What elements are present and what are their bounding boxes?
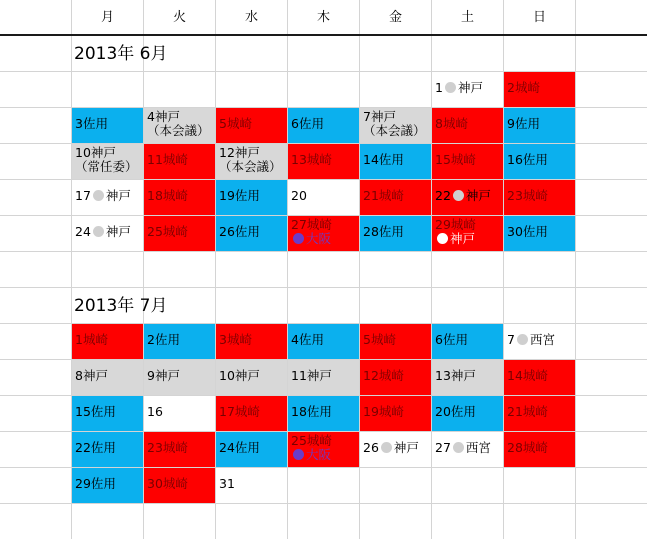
cell-text: 18城崎 [147, 188, 188, 203]
circle-icon [381, 442, 392, 453]
weekday-fri: 金 [388, 10, 402, 25]
cell-jun-1[interactable] [432, 72, 503, 107]
cell-jul-1[interactable] [72, 324, 143, 359]
cell-text: 5城崎 [363, 332, 396, 347]
cell-text: 16佐用 [507, 152, 548, 167]
cell-jun-17[interactable] [72, 180, 143, 215]
cell-jul-7[interactable] [504, 324, 575, 359]
circle-icon [293, 233, 304, 244]
cell-text: 26 [363, 440, 379, 455]
cell-text: 10神戸 [75, 145, 116, 160]
gridline [0, 251, 647, 252]
cell-text: （常任委） [75, 159, 138, 174]
cell-text: 3佐用 [75, 116, 108, 131]
cell-text: 11城崎 [147, 152, 188, 167]
cell-text: 19城崎 [363, 404, 404, 419]
cell-text: 22佐用 [75, 440, 116, 455]
circle-icon [517, 334, 528, 345]
circle-icon [445, 82, 456, 93]
cell-text: 29城崎 [435, 217, 476, 232]
cell-jun-9[interactable] [504, 108, 575, 143]
cell-text: 7 [507, 332, 515, 347]
cell-jul-24[interactable] [216, 432, 287, 467]
cell-text: 24佐用 [219, 440, 260, 455]
cell-text: 4佐用 [291, 332, 324, 347]
cell-jun-27[interactable] [288, 216, 359, 251]
cell-jun-13[interactable] [288, 144, 359, 179]
cell-text: 神戸 [465, 188, 491, 203]
june-title: 2013年 6月 [74, 44, 168, 64]
cell-jul-31[interactable] [216, 468, 287, 503]
cell-jun-11[interactable] [144, 144, 215, 179]
cell-jun-15[interactable] [432, 144, 503, 179]
cell-jun-26[interactable] [216, 216, 287, 251]
weekday-sat: 土 [460, 10, 474, 25]
cell-jul-5[interactable] [360, 324, 431, 359]
cell-jul-27[interactable] [432, 432, 503, 467]
cell-text: 7神戸 [363, 109, 396, 124]
cell-text: 26佐用 [219, 224, 260, 239]
cell-text: 30佐用 [507, 224, 548, 239]
cell-text: 20佐用 [435, 404, 476, 419]
cell-jul-13[interactable] [432, 360, 503, 395]
cell-text: 神戸 [105, 224, 131, 239]
cell-jul-25[interactable] [288, 432, 359, 467]
cell-jul-8[interactable] [72, 360, 143, 395]
gridline [575, 0, 576, 539]
cell-text: 神戸 [105, 188, 131, 203]
weekday-tue: 火 [172, 10, 186, 25]
circle-icon [93, 190, 104, 201]
cell-text: 8神戸 [75, 368, 108, 383]
cell-jun-24[interactable] [72, 216, 143, 251]
cell-jul-12[interactable] [360, 360, 431, 395]
circle-icon [93, 226, 104, 237]
cell-jun-2[interactable] [504, 72, 575, 107]
cell-jul-29[interactable] [72, 468, 143, 503]
circle-icon [453, 190, 464, 201]
cell-jul-30[interactable] [144, 468, 215, 503]
circle-icon [437, 233, 448, 244]
cell-text: 9佐用 [507, 116, 540, 131]
july-title: 2013年 7月 [74, 296, 168, 316]
cell-text: 12神戸 [219, 145, 260, 160]
cell-jul-16[interactable] [144, 396, 215, 431]
cell-text: 21城崎 [363, 188, 404, 203]
cell-text: 19佐用 [219, 188, 260, 203]
cell-jul-10[interactable] [216, 360, 287, 395]
cell-text: 4神戸 [147, 109, 180, 124]
weekday-wed: 水 [244, 10, 258, 25]
cell-text: 23城崎 [507, 188, 548, 203]
cell-jul-22[interactable] [72, 432, 143, 467]
cell-text: 14城崎 [507, 368, 548, 383]
cell-jul-9[interactable] [144, 360, 215, 395]
cell-text: 9神戸 [147, 368, 180, 383]
cell-jun-18[interactable] [144, 180, 215, 215]
cell-text: 10神戸 [219, 368, 260, 383]
cell-text: 25城崎 [147, 224, 188, 239]
cell-text: 神戸 [457, 80, 483, 95]
cell-jul-15[interactable] [72, 396, 143, 431]
cell-text: 1 [435, 80, 443, 95]
cell-jul-2[interactable] [144, 324, 215, 359]
cell-text: 13城崎 [291, 152, 332, 167]
cell-jun-25[interactable] [144, 216, 215, 251]
cell-jul-6[interactable] [432, 324, 503, 359]
cell-jul-19[interactable] [360, 396, 431, 431]
cell-text: 神戸 [393, 440, 419, 455]
cell-jun-28[interactable] [360, 216, 431, 251]
cell-text: 31 [219, 476, 235, 491]
cell-text: 6佐用 [435, 332, 468, 347]
cell-jun-29[interactable] [432, 216, 503, 251]
cell-text: 西宮 [465, 440, 491, 455]
cell-jul-23[interactable] [144, 432, 215, 467]
cell-jun-5[interactable] [216, 108, 287, 143]
cell-text: 12城崎 [363, 368, 404, 383]
cell-text: 15城崎 [435, 152, 476, 167]
gridline [0, 503, 647, 504]
cell-jun-6[interactable] [288, 108, 359, 143]
weekday-mon: 月 [100, 10, 114, 25]
cell-text: 30城崎 [147, 476, 188, 491]
cell-text: 1城崎 [75, 332, 108, 347]
cell-text: 23城崎 [147, 440, 188, 455]
cell-jun-8[interactable] [432, 108, 503, 143]
cell-text: 13神戸 [435, 368, 476, 383]
cell-text: 神戸 [450, 231, 476, 246]
cell-text: 11神戸 [291, 368, 332, 383]
cell-jul-11[interactable] [288, 360, 359, 395]
cell-text: 17城崎 [219, 404, 260, 419]
weekday-sun: 日 [532, 10, 546, 25]
circle-icon [293, 449, 304, 460]
cell-jun-21[interactable] [360, 180, 431, 215]
cell-jun-4[interactable] [144, 108, 215, 143]
cell-text: 18佐用 [291, 404, 332, 419]
cell-text: （本会議） [363, 123, 426, 138]
cell-jun-3[interactable] [72, 108, 143, 143]
cell-jun-16[interactable] [504, 144, 575, 179]
cell-jun-22[interactable] [432, 180, 503, 215]
cell-text: 5城崎 [219, 116, 252, 131]
cell-jul-14[interactable] [504, 360, 575, 395]
cell-text: 2城崎 [507, 80, 540, 95]
cell-text: 21城崎 [507, 404, 548, 419]
cell-text: 8城崎 [435, 116, 468, 131]
cell-jun-23[interactable] [504, 180, 575, 215]
cell-jun-14[interactable] [360, 144, 431, 179]
cell-text: 6佐用 [291, 116, 324, 131]
cell-jun-10[interactable] [72, 144, 143, 179]
cell-text: 17 [75, 188, 91, 203]
cell-text: 25城崎 [291, 433, 332, 448]
cell-text: 大阪 [306, 231, 332, 246]
cell-jun-12[interactable] [216, 144, 287, 179]
cell-jul-20[interactable] [432, 396, 503, 431]
cell-text: （本会議） [219, 159, 282, 174]
cell-text: 27 [435, 440, 451, 455]
cell-jun-30[interactable] [504, 216, 575, 251]
cell-text: 大阪 [306, 447, 332, 462]
cell-text: 29佐用 [75, 476, 116, 491]
cell-text: 2佐用 [147, 332, 180, 347]
cell-text: 15佐用 [75, 404, 116, 419]
cell-text: 28佐用 [363, 224, 404, 239]
cell-text: 20 [291, 188, 307, 203]
cell-jun-20[interactable] [288, 180, 359, 215]
cell-text: 3城崎 [219, 332, 252, 347]
cell-jul-21[interactable] [504, 396, 575, 431]
circle-icon [453, 442, 464, 453]
cell-text: 14佐用 [363, 152, 404, 167]
cell-text: 22 [435, 188, 451, 203]
cell-jul-4[interactable] [288, 324, 359, 359]
cell-jul-28[interactable] [504, 432, 575, 467]
cell-jul-26[interactable] [360, 432, 431, 467]
cell-text: 27城崎 [291, 217, 332, 232]
cell-jun-7[interactable] [360, 108, 431, 143]
cell-text: 西宮 [529, 332, 555, 347]
cell-jul-3[interactable] [216, 324, 287, 359]
cell-text: 28城崎 [507, 440, 548, 455]
cell-jun-19[interactable] [216, 180, 287, 215]
cell-text: 24 [75, 224, 91, 239]
cell-text: （本会議） [147, 123, 210, 138]
cell-text: 16 [147, 404, 163, 419]
cell-jul-17[interactable] [216, 396, 287, 431]
weekday-thu: 木 [316, 10, 330, 25]
cell-jul-18[interactable] [288, 396, 359, 431]
